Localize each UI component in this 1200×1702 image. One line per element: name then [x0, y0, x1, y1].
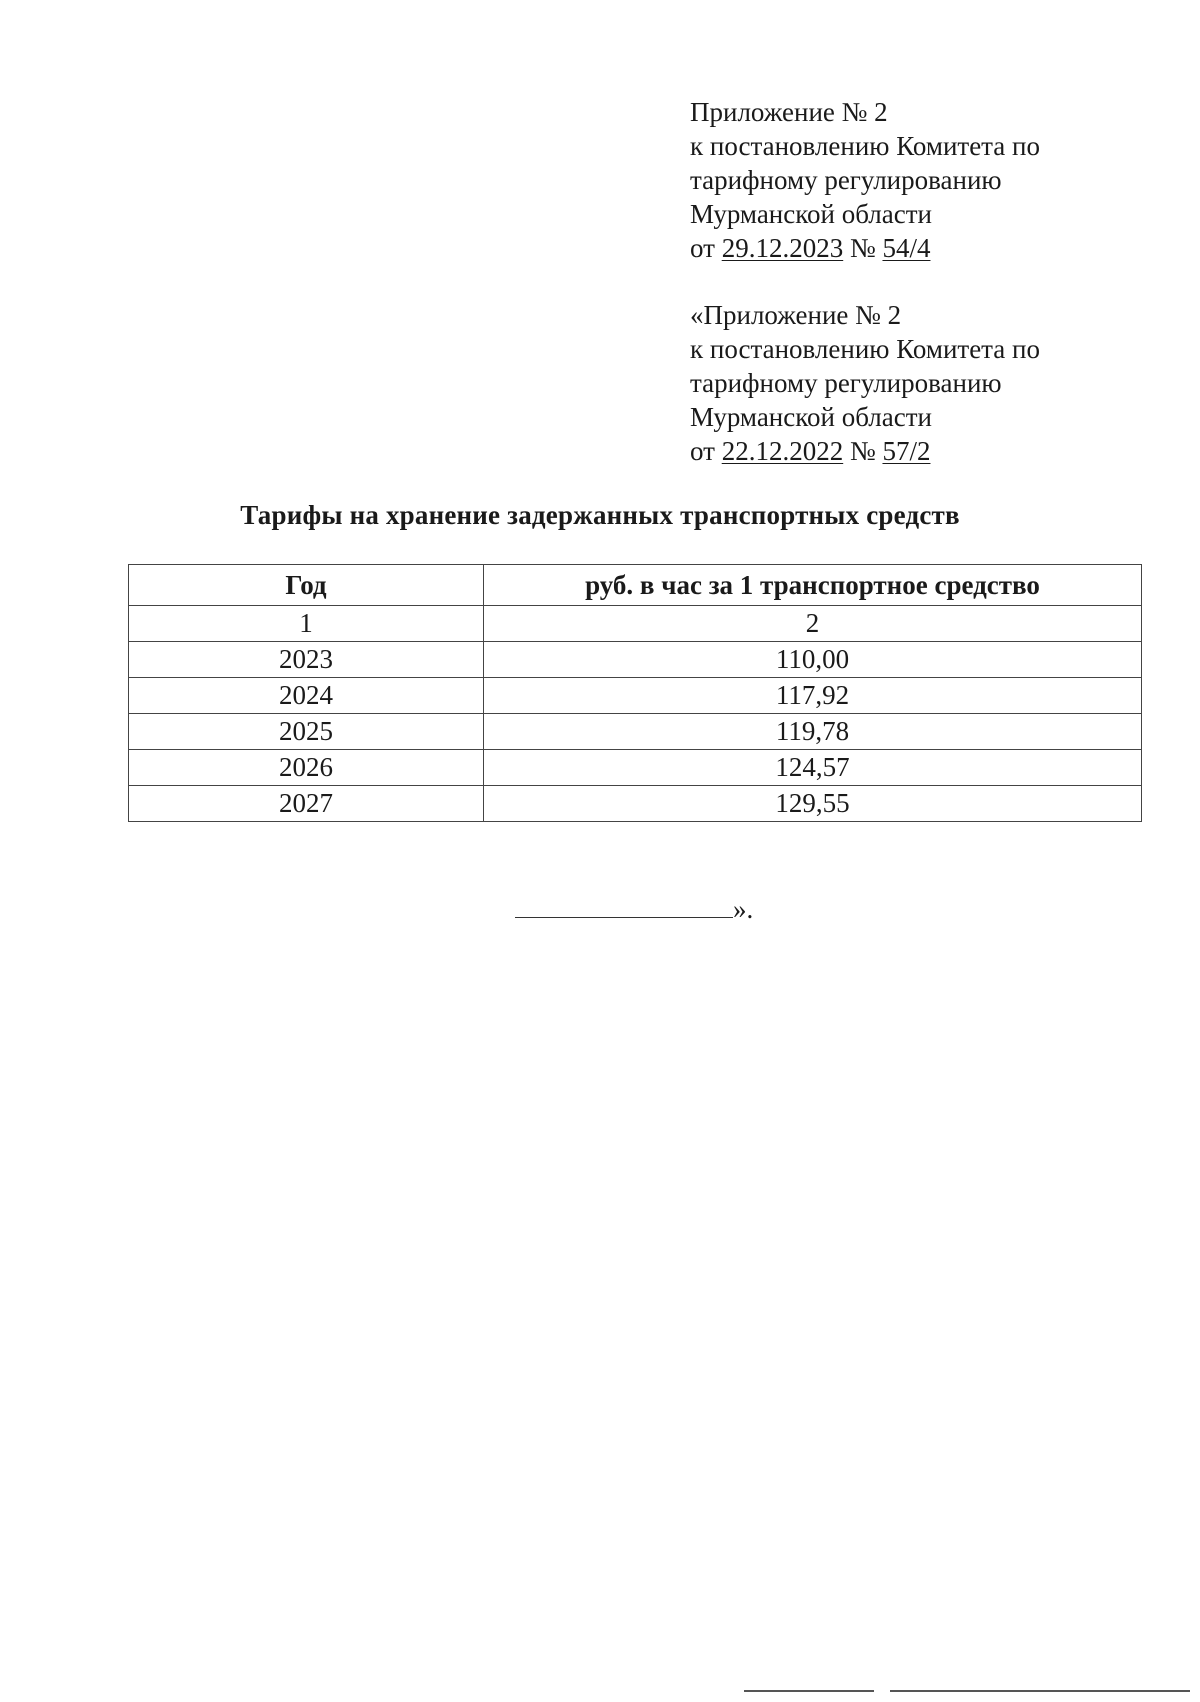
table-row	[129, 642, 1142, 678]
attachment-line-4: Мурманской области	[690, 402, 932, 432]
cell-year: 2026	[129, 750, 484, 786]
scan-artifact-line	[890, 1690, 1190, 1692]
attachment-date-line	[690, 434, 1040, 468]
attachment-number: 57/2	[882, 436, 931, 466]
signature-line	[515, 893, 733, 918]
attachment-header-previous	[690, 298, 1040, 468]
attachment-header-current	[690, 95, 1040, 265]
attachment-number: 54/4	[882, 233, 931, 263]
attachment-line-2: к постановлению Комитета по	[690, 334, 1040, 364]
cell-rate: 117,92	[484, 678, 1142, 714]
attachment-line-2: к постановлению Комитета по	[690, 131, 1040, 161]
cell-rate: 129,55	[484, 786, 1142, 822]
attachment-line-3: тарифному регулированию	[690, 165, 1002, 195]
cell-rate: 124,57	[484, 750, 1142, 786]
attachment-date: 22.12.2022	[721, 436, 844, 466]
attachment-date-line	[690, 231, 1040, 265]
number-prefix: №	[843, 436, 883, 466]
date-prefix: от	[690, 233, 722, 263]
column-number-row	[129, 606, 1142, 642]
closing-quote: ».	[733, 894, 754, 924]
tariff-table	[128, 564, 1142, 822]
number-prefix: №	[843, 233, 883, 263]
attachment-label: Приложение № 2	[690, 97, 888, 127]
document-title: Тарифы на хранение задержанных транспортных средств	[240, 500, 960, 530]
cell-year: 2025	[129, 714, 484, 750]
attachment-line-4: Мурманской области	[690, 199, 932, 229]
header-year: Год	[129, 565, 484, 606]
table-header-row	[129, 565, 1142, 606]
cell-year: 2023	[129, 642, 484, 678]
attachment-label: «Приложение № 2	[690, 300, 902, 330]
table-row	[129, 678, 1142, 714]
closing-mark	[515, 893, 753, 925]
table-row	[129, 750, 1142, 786]
attachment-line-3: тарифному регулированию	[690, 368, 1002, 398]
cell-rate: 110,00	[484, 642, 1142, 678]
cell-year: 2024	[129, 678, 484, 714]
table-row	[129, 714, 1142, 750]
cell-year: 2027	[129, 786, 484, 822]
date-prefix: от	[690, 436, 722, 466]
header-rate: руб. в час за 1 транспортное средство	[484, 565, 1142, 606]
cell-rate: 119,78	[484, 714, 1142, 750]
attachment-date: 29.12.2023	[721, 233, 844, 263]
scan-artifact-line	[744, 1690, 874, 1692]
table-row	[129, 786, 1142, 822]
column-number-1: 1	[129, 606, 484, 642]
column-number-2: 2	[484, 606, 1142, 642]
